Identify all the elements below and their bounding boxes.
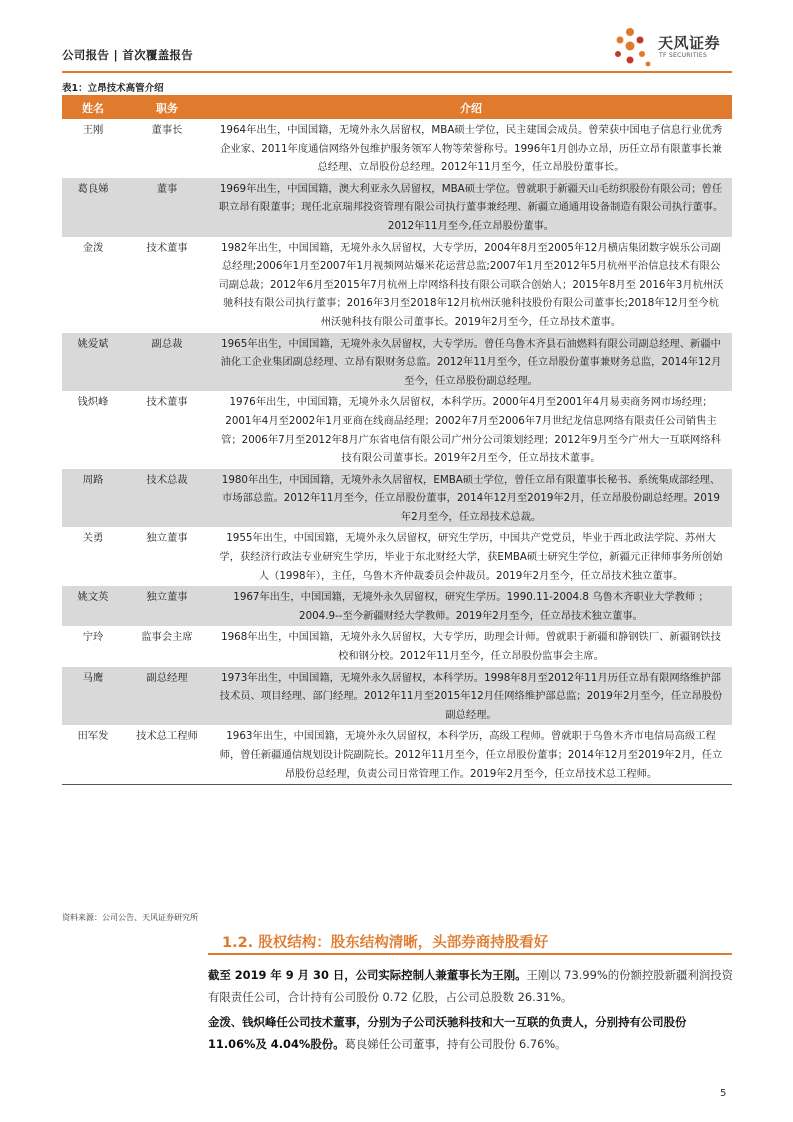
section-heading: 1.2. 股权结构：股东结构清晰，头部券商持股看好 — [222, 935, 549, 951]
executive-role: 技术董事 — [146, 241, 188, 254]
logo-mark-icon — [612, 24, 656, 70]
executive-role: 技术总裁 — [124, 469, 210, 528]
page-header — [62, 34, 732, 72]
executive-name: 田军发 — [62, 725, 124, 784]
executive-intro: 1963年出生，中国国籍，无境外永久居留权，本科学历，高级工程师。曾就职于乌鲁木齐市电信局高级工程师，曾任新疆通信规划设计院副院长。2012年11月至今，任立昂股份董事；2014年12月至2019年2月，任立昂股份总经理，负责公司日常管理工作。2019年2月至今，任立昂技术总工程师。 — [210, 725, 732, 784]
executive-role: 董事 — [124, 178, 210, 237]
executive-role: 副总经理 — [124, 667, 210, 726]
report-type-label: 公司报告 | 首次覆盖报告 — [62, 48, 194, 62]
paragraph-text: 王刚以 73.99%的份额控股新疆利润投资有限责任公司，合计持有公司股份 0.72 亿股，占公司总股数 26.31%。 — [208, 968, 734, 1004]
table-row — [62, 586, 732, 626]
section-divider — [208, 953, 732, 955]
executive-intro: 1967年出生，中国国籍，无境外永久居留权，研究生学历。1990.11-2004.8 乌鲁木齐职业大学教师 ； 2004.9--至今新疆财经大学教师。2019年2月至今，任立昂技术独立董事。 — [210, 586, 732, 626]
executive-name: 关勇 — [82, 532, 104, 545]
column-header-role: 职务 — [124, 95, 210, 119]
table-row — [62, 333, 732, 392]
page-number: 5 — [720, 1088, 727, 1099]
executive-name: 宁玲 — [82, 631, 104, 644]
executive-intro: 1964年出生，中国国籍，无境外永久居留权，MBA硕士学位，民主建国会成员。曾荣获中国电子信息行业优秀企业家、2011年度通信网络外包维护服务领军人物等荣誉称号。1996年1月创办立昂，历任立昂有限董事长兼总经理、立昂股份总经理。2012年11月至今，任立昂股份董事长。 — [219, 124, 723, 174]
executive-name: 姚文英 — [62, 586, 124, 626]
executive-name: 姚爱斌 — [62, 333, 124, 392]
body-paragraph — [208, 1011, 734, 1055]
executive-intro: 1982年出生，中国国籍，无境外永久居留权，大专学历，2004年8月至2005年12月横店集团数字娱乐公司副总经理;2006年1月至2007年1月视频网站爆米花运营总监;2007年1月至2012年5月杭州平治信息技术有限公司副总裁；2012年6月至2015年7月杭州上岸网络科技有限公司联合创始人；2015年8月至 2016年3月杭州沃驰科技有限公司执行董事；2016年3月至2018年12月杭州沃驰科技股份有限公司董事长;2018年12月至今杭州沃驰科技有限公司董事长。2019年2月至今，任立昂技术董事。 — [218, 241, 724, 328]
executive-name: 钱炽峰 — [77, 396, 109, 409]
executive-role: 副总裁 — [124, 333, 210, 392]
logo-text-en: TF SECURITIES — [659, 52, 708, 59]
executive-role: 技术董事 — [146, 396, 188, 409]
executive-name: 葛良娣 — [62, 178, 124, 237]
paragraph-lead: 截至 2019 年 9 月 30 日，公司实际控制人兼董事长为王刚。 — [208, 968, 527, 982]
table-row — [62, 178, 732, 237]
executive-role: 独立董事 — [146, 532, 188, 545]
table-row — [62, 626, 732, 666]
executive-intro: 1973年出生，中国国籍，无境外永久居留权，本科学历。1998年8月至2012年11月历任立昂有限网络维护部技术员、项目经理、部门经理。2012年11月至2015年12月任网络维护部总监；2019年2月至今，任立昂股份副总经理。 — [210, 667, 732, 726]
executive-intro: 1976年出生，中国国籍，无境外永久居留权，本科学历。2000年4月至2001年4月易卖商务网市场经理；2001年4月至2002年1月亚商在线商品经理；2002年7月至2006年7月世纪龙信息网络有限责任公司销售主管；2006年7月至2012年8月广东省电信有限公司广州分公司策划经理；2012年9月至今广州大一互联网络科技有限公司董事长。2019年2月至今，任立昂技术董事。 — [221, 396, 721, 465]
executive-intro: 1968年出生，中国国籍，无境外永久居留权，大专学历，助理会计师。曾就职于新疆和静钢铁厂、新疆钢铁技校和钢分校。2012年11月至今，任立昂股份监事会主席。 — [221, 631, 721, 663]
executive-role: 董事长 — [151, 124, 183, 136]
table-row — [62, 237, 732, 333]
executive-role: 技术总工程师 — [124, 725, 210, 784]
company-logo — [612, 24, 732, 72]
paragraph-text: 葛良娣任公司董事，持有公司股份 6.76%。 — [344, 1037, 567, 1051]
table-row — [62, 667, 732, 726]
column-header-name: 姓名 — [62, 95, 124, 119]
table-caption: 表1：立昂技术高管介绍 — [62, 83, 164, 94]
executive-intro: 1980年出生，中国国籍，无境外永久居留权，EMBA硕士学位，曾任立昂有限董事长秘书、系统集成部经理、市场部总监。2012年11月至今，任立昂股份董事，2014年12月至2019年2月，任立昂股份副总经理。2019年2月至今，任立昂技术总裁。 — [210, 469, 732, 528]
table-row — [62, 119, 732, 178]
logo-text-cn: 天风证券 — [658, 34, 721, 52]
body-paragraph — [208, 964, 734, 1008]
executive-name: 周路 — [62, 469, 124, 528]
source-note: 资料来源：公司公告、天风证券研究所 — [62, 913, 198, 922]
table-row — [62, 527, 732, 586]
executive-table — [62, 95, 732, 785]
table-header-row — [62, 95, 732, 119]
column-header-intro: 介绍 — [210, 95, 732, 119]
executive-role: 监事会主席 — [141, 631, 193, 644]
table-row — [62, 725, 732, 784]
executive-role: 独立董事 — [124, 586, 210, 626]
header-divider — [62, 71, 732, 73]
executive-name: 王刚 — [82, 124, 104, 136]
table-row — [62, 469, 732, 528]
executive-name: 马鹰 — [62, 667, 124, 726]
executive-intro: 1965年出生，中国国籍，无境外永久居留权，大专学历。曾任乌鲁木齐县石油燃料有限公司副总经理、新疆中油化工企业集团副总经理、立昂有限财务总监。2012年11月至今，任立昂股份董事兼财务总监，2014年12月至今，任立昂股份副总经理。 — [210, 333, 732, 392]
table-row — [62, 391, 732, 468]
executive-name: 金泼 — [82, 241, 104, 254]
paragraph-lead: 金泼、钱炽峰任公司技术董事，分别为子公司沃驰科技和大一互联的负责人，分别持有公司股份 11.06%及 4.04%股份。 — [208, 1015, 687, 1051]
executive-intro: 1969年出生，中国国籍，澳大利亚永久居留权，MBA硕士学位。曾就职于新疆天山毛纺织股份有限公司；曾任职立昂有限董事；现任北京瑞邦投资管理有限公司执行董事兼经理、新疆立通通用设备制造有限公司执行董事。2012年11月至今,任立昂股份董事。 — [210, 178, 732, 237]
executive-intro: 1955年出生，中国国籍，无境外永久居留权，研究生学历，中国共产党党员，毕业于西北政法学院、苏州大学，获经济行政法专业研究生学历，毕业于东北财经大学，获EMBA硕士研究生学位，新疆元正律师事务所创始人（1998年），主任，乌鲁木齐仲裁委员会仲裁员。2019年2月至今，任立昂技术独立董事。 — [219, 532, 723, 582]
